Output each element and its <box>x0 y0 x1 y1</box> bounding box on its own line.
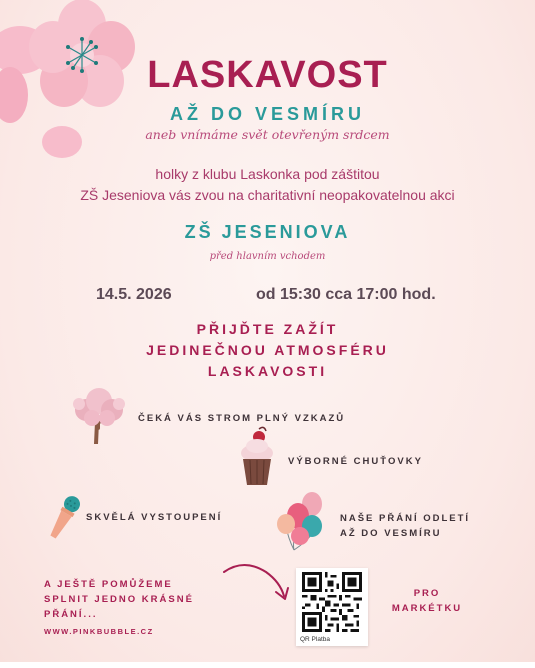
footer-wish-line-2: SPLNIT JEDNO KRÁSNÉ <box>44 594 194 605</box>
qr-payment-card[interactable] <box>296 568 368 646</box>
headline-line-2: JEDINEČNOU ATMOSFÉRU <box>146 342 389 358</box>
curved-arrow-icon <box>220 562 294 606</box>
headline-line-1: PŘIJĎTE ZAŽÍT <box>196 321 339 337</box>
event-date: 14.5. 2026 <box>96 286 172 303</box>
invitation-line-1: holky z klubu Laskonka pod záštitou <box>155 166 380 182</box>
feature-treats: VÝBORNÉ CHUŤOVKY <box>288 456 423 467</box>
event-tagline: aneb vnímáme svět otevřeným srdcem <box>145 127 390 142</box>
feature-wishes-line-2: AŽ DO VESMÍRU <box>340 528 442 539</box>
event-time: od 15:30 cca 17:00 hod. <box>256 286 436 303</box>
event-title: LASKAVOST <box>147 54 388 96</box>
beneficiary-line-1: PRO <box>413 588 441 599</box>
event-subtitle: AŽ DO VESMÍRU <box>169 104 365 124</box>
feature-performances: SKVĚLÁ VYSTOUPENÍ <box>86 512 223 523</box>
venue-location-note: před hlavním vchodem <box>209 251 326 262</box>
feature-message-tree: ČEKÁ VÁS STROM PLNÝ VZKAZŮ <box>138 413 346 424</box>
venue-school: ZŠ JESENIOVA <box>184 222 351 242</box>
footer-wish-line-1: A JEŠTĚ POMŮŽEME <box>44 579 173 590</box>
cupcake-icon <box>238 425 276 487</box>
blossom-tree-icon <box>70 388 128 444</box>
microphone-icon <box>44 492 84 544</box>
qr-label: QR Platba <box>300 636 330 643</box>
headline-line-3: LASKAVOSTI <box>207 363 328 379</box>
website-link[interactable]: WWW.PINKBUBBLE.CZ <box>44 627 154 636</box>
qr-code-icon[interactable] <box>302 572 362 632</box>
footer-wish-line-3: PŘÁNÍ... <box>44 609 98 620</box>
beneficiary-line-2: MARKÉTKU <box>391 603 463 614</box>
balloons-icon <box>272 490 328 554</box>
invitation-line-2: ZŠ Jeseniova vás zvou na charitativní neopakovatelnou akci <box>80 187 455 203</box>
feature-wishes-line-1: NAŠE PŘÁNÍ ODLETÍ <box>340 513 471 524</box>
